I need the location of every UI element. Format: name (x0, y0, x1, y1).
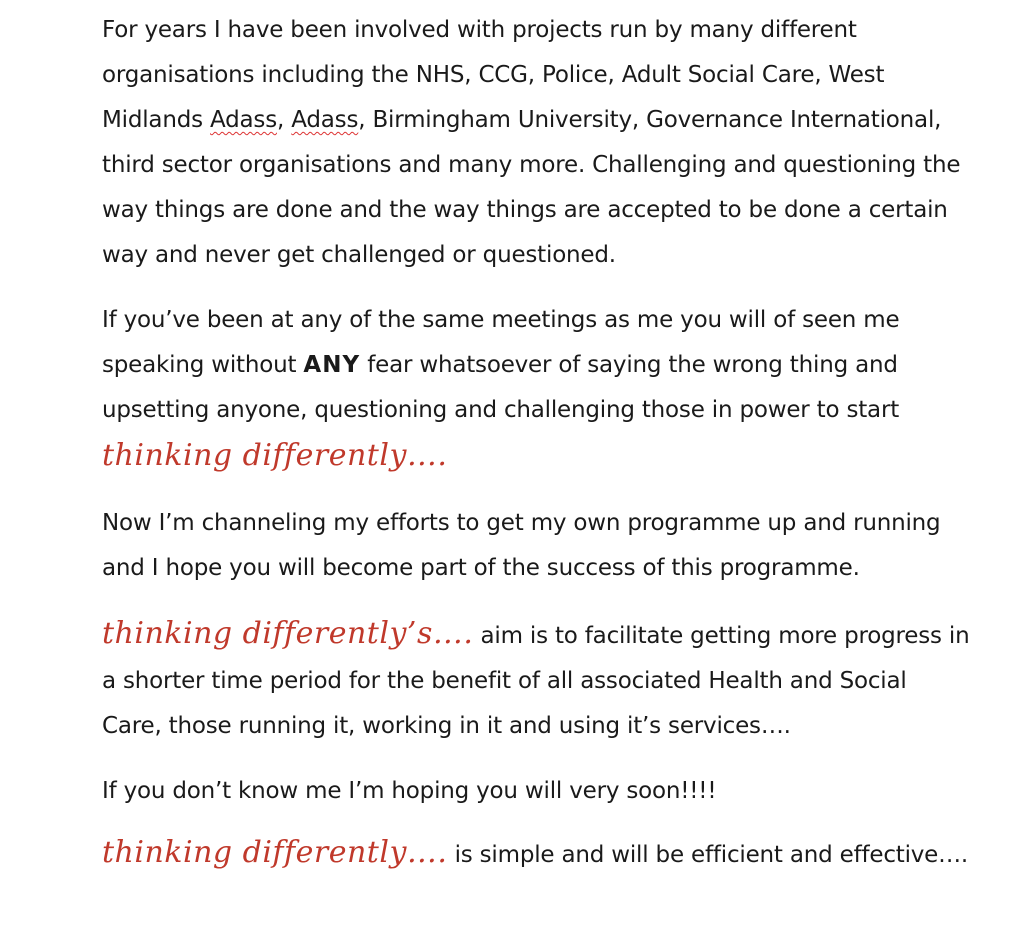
paragraph-background (102, 8, 972, 278)
paragraph-know-me (102, 769, 972, 814)
para-2-text-a: If you’ve been at any of the same meetings as me you will of seen me speaking without (102, 307, 900, 378)
emphasis-any: ANY (303, 352, 361, 378)
document-body (102, 8, 972, 898)
spellcheck-word-adass-1: Adass (210, 107, 277, 133)
script-thinking-differently-closing: thinking differently…. (102, 835, 448, 870)
para-2-text-b: fear whatsoever of saying the wrong thing and upsetting anyone, questioning and challenging those in power to start (102, 352, 900, 423)
paragraph-simple (102, 830, 972, 878)
paragraph-programme (102, 501, 972, 591)
para-1-text-c: , Birmingham University, Governance International, third sector organisations and many more. Challenging and questioning the way things are done and the way things are accepted to be done a certain way and never get challenged or questioned. (102, 107, 961, 268)
paragraph-aim (102, 611, 972, 749)
paragraph-meetings (102, 298, 972, 481)
para-6-text: is simple and will be efficient and effective…. (447, 842, 969, 868)
script-thinking-differentlys: thinking differently’s…. (102, 616, 474, 651)
para-4-text: aim is to facilitate getting more progress in a shorter time period for the benefit of all associated Health and Social Care, those running it, working in it and using it’s services…. (102, 623, 970, 739)
para-3-text: Now I’m channeling my efforts to get my own programme up and running and I hope you will become part of the success of this programme. (102, 510, 941, 581)
para-5-text: If you don’t know me I’m hoping you will very soon!!!! (102, 778, 717, 804)
para-1-text-a: For years I have been involved with projects run by many different organisations including the NHS, CCG, Police, Adult Social Care, West Midlands (102, 17, 885, 133)
para-1-text-b: , (277, 107, 292, 133)
spellcheck-word-adass-2: Adass (291, 107, 359, 133)
script-thinking-differently: thinking differently…. (102, 438, 448, 473)
